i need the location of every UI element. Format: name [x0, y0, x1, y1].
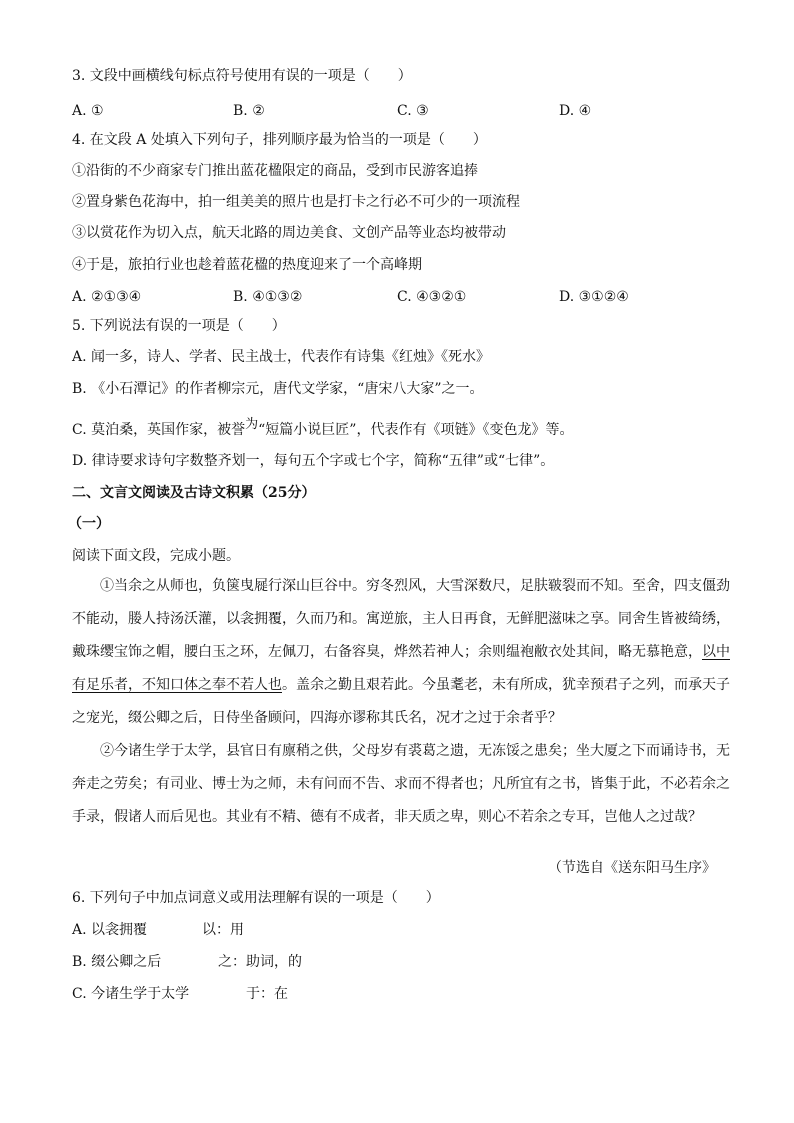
q5-option-c: [72, 417, 574, 441]
q5-option-a: A. 闻一多，诗人、学者、民主战士，代表作有诗集《红烛》《死水》: [72, 349, 491, 365]
question-5-stem: 5. 下列说法有误的一项是（ ）: [72, 318, 286, 334]
q4-sentence-2: ②置身紫色花海中，拍一组美美的照片也是打卡之行必不可少的一项流程: [72, 194, 520, 210]
q6-option-b-text: B. 缀公卿之后: [72, 954, 162, 970]
passage-paragraph-2: [72, 735, 742, 834]
section-2-subtitle: （一）: [68, 516, 110, 532]
q4-option-b: B. ④①③②: [233, 289, 303, 305]
q4-sentence-3: ③以赏花作为切入点，航天北路的周边美食、文创产品等业态均被带动: [72, 225, 506, 241]
q3-option-b: B. ②: [233, 103, 265, 119]
passage-p1-after: 。盖余之勤且艰若此。今虽耄老，未有所成，犹幸预君子之列，而承天子之宠光，缀公卿之后，日侍坐备顾问，四海亦谬称其氏名，况才之过于余者乎？: [72, 677, 730, 726]
q6-option-b-gloss: 之：助词，的: [218, 954, 302, 970]
passage-p1-underlined: 以中有足乐者，不知口体之奉不若人也: [72, 644, 730, 693]
q4-option-d: D. ③①②④: [559, 289, 629, 305]
passage-source: （节选自《送东阳马生序》: [548, 860, 716, 876]
q6-option-a: [72, 920, 244, 940]
q3-option-a: A. ①: [72, 103, 104, 119]
passage-p1-before: ①当余之从师也，负箧曳屣行深山巨谷中。穷冬烈风，大雪深数尺，足肤皲裂而不知。至舍，四支僵劲不能动，媵人持汤沃灌，以衾拥覆，久而乃和。寓逆旅，主人日再食，无鲜肥滋味之享。同舍生皆被绮绣，戴珠缨宝饰之帽，腰白玉之环，左佩刀，右备容臭，烨然若神人；余则缊袍敝衣处其间，略无慕艳意，: [72, 578, 730, 660]
q5-option-b: B. 《小石潭记》的作者柳宗元，唐代文学家，“唐宋八大家”之一。: [72, 381, 484, 397]
question-6-stem: 6. 下列句子中加点词意义或用法理解有误的一项是（ ）: [72, 890, 440, 906]
q4-sentence-4: ④于是，旅拍行业也趁着蓝花楹的热度迎来了一个高峰期: [72, 257, 422, 273]
q4-option-c: C. ④③②①: [397, 289, 467, 305]
q4-option-a: A. ②①③④: [72, 289, 142, 305]
q5-option-c-pre: C. 莫泊桑，英国作家，被誉: [72, 422, 246, 438]
q5-option-c-sup: 为: [245, 417, 259, 432]
q4-sentence-1: ①沿街的不少商家专门推出蓝花楹限定的商品，受到市民游客追捧: [72, 163, 478, 179]
reading-instruction: 阅读下面文段，完成小题。: [72, 548, 240, 564]
question-4-stem: 4. 在文段 A 处填入下列句子，排列顺序最为恰当的一项是（ ）: [72, 132, 487, 148]
q6-option-b: [72, 952, 302, 972]
q6-option-c: [72, 984, 288, 1004]
passage-p2-text: ②今诸生学于太学，县官日有廪稍之供，父母岁有裘葛之遗，无冻馁之患矣；坐大厦之下而诵诗书，无奔走之劳矣；有司业、博士为之师，未有问而不告、求而不得者也；凡所宜有之书，皆集于此，不必若余之手录，假诸人而后见也。其业有不精、德有不成者，非天质之卑，则心不若余之专耳，岂他人之过哉？: [72, 743, 730, 825]
question-3-stem: 3. 文段中画横线句标点符号使用有误的一项是（ ）: [72, 68, 412, 84]
section-2-title: 二、文言文阅读及古诗文积累（25分）: [72, 485, 316, 501]
passage-paragraph-1: [72, 570, 742, 735]
q6-option-c-text: C. 今诸生学于太学: [72, 986, 190, 1002]
q5-option-c-post: “短篇小说巨匠”，代表作有《项链》《变色龙》等。: [258, 422, 574, 438]
q3-option-c: C. ③: [397, 103, 429, 119]
q6-option-a-text: A. 以衾拥覆: [72, 922, 148, 938]
q3-option-d: D. ④: [559, 103, 592, 119]
q6-option-a-gloss: 以：用: [202, 922, 244, 938]
q5-option-d: D. 律诗要求诗句字数整齐划一，每句五个字或七个字，简称“五律”或“七律”。: [72, 453, 555, 469]
q6-option-c-gloss: 于：在: [246, 986, 288, 1002]
